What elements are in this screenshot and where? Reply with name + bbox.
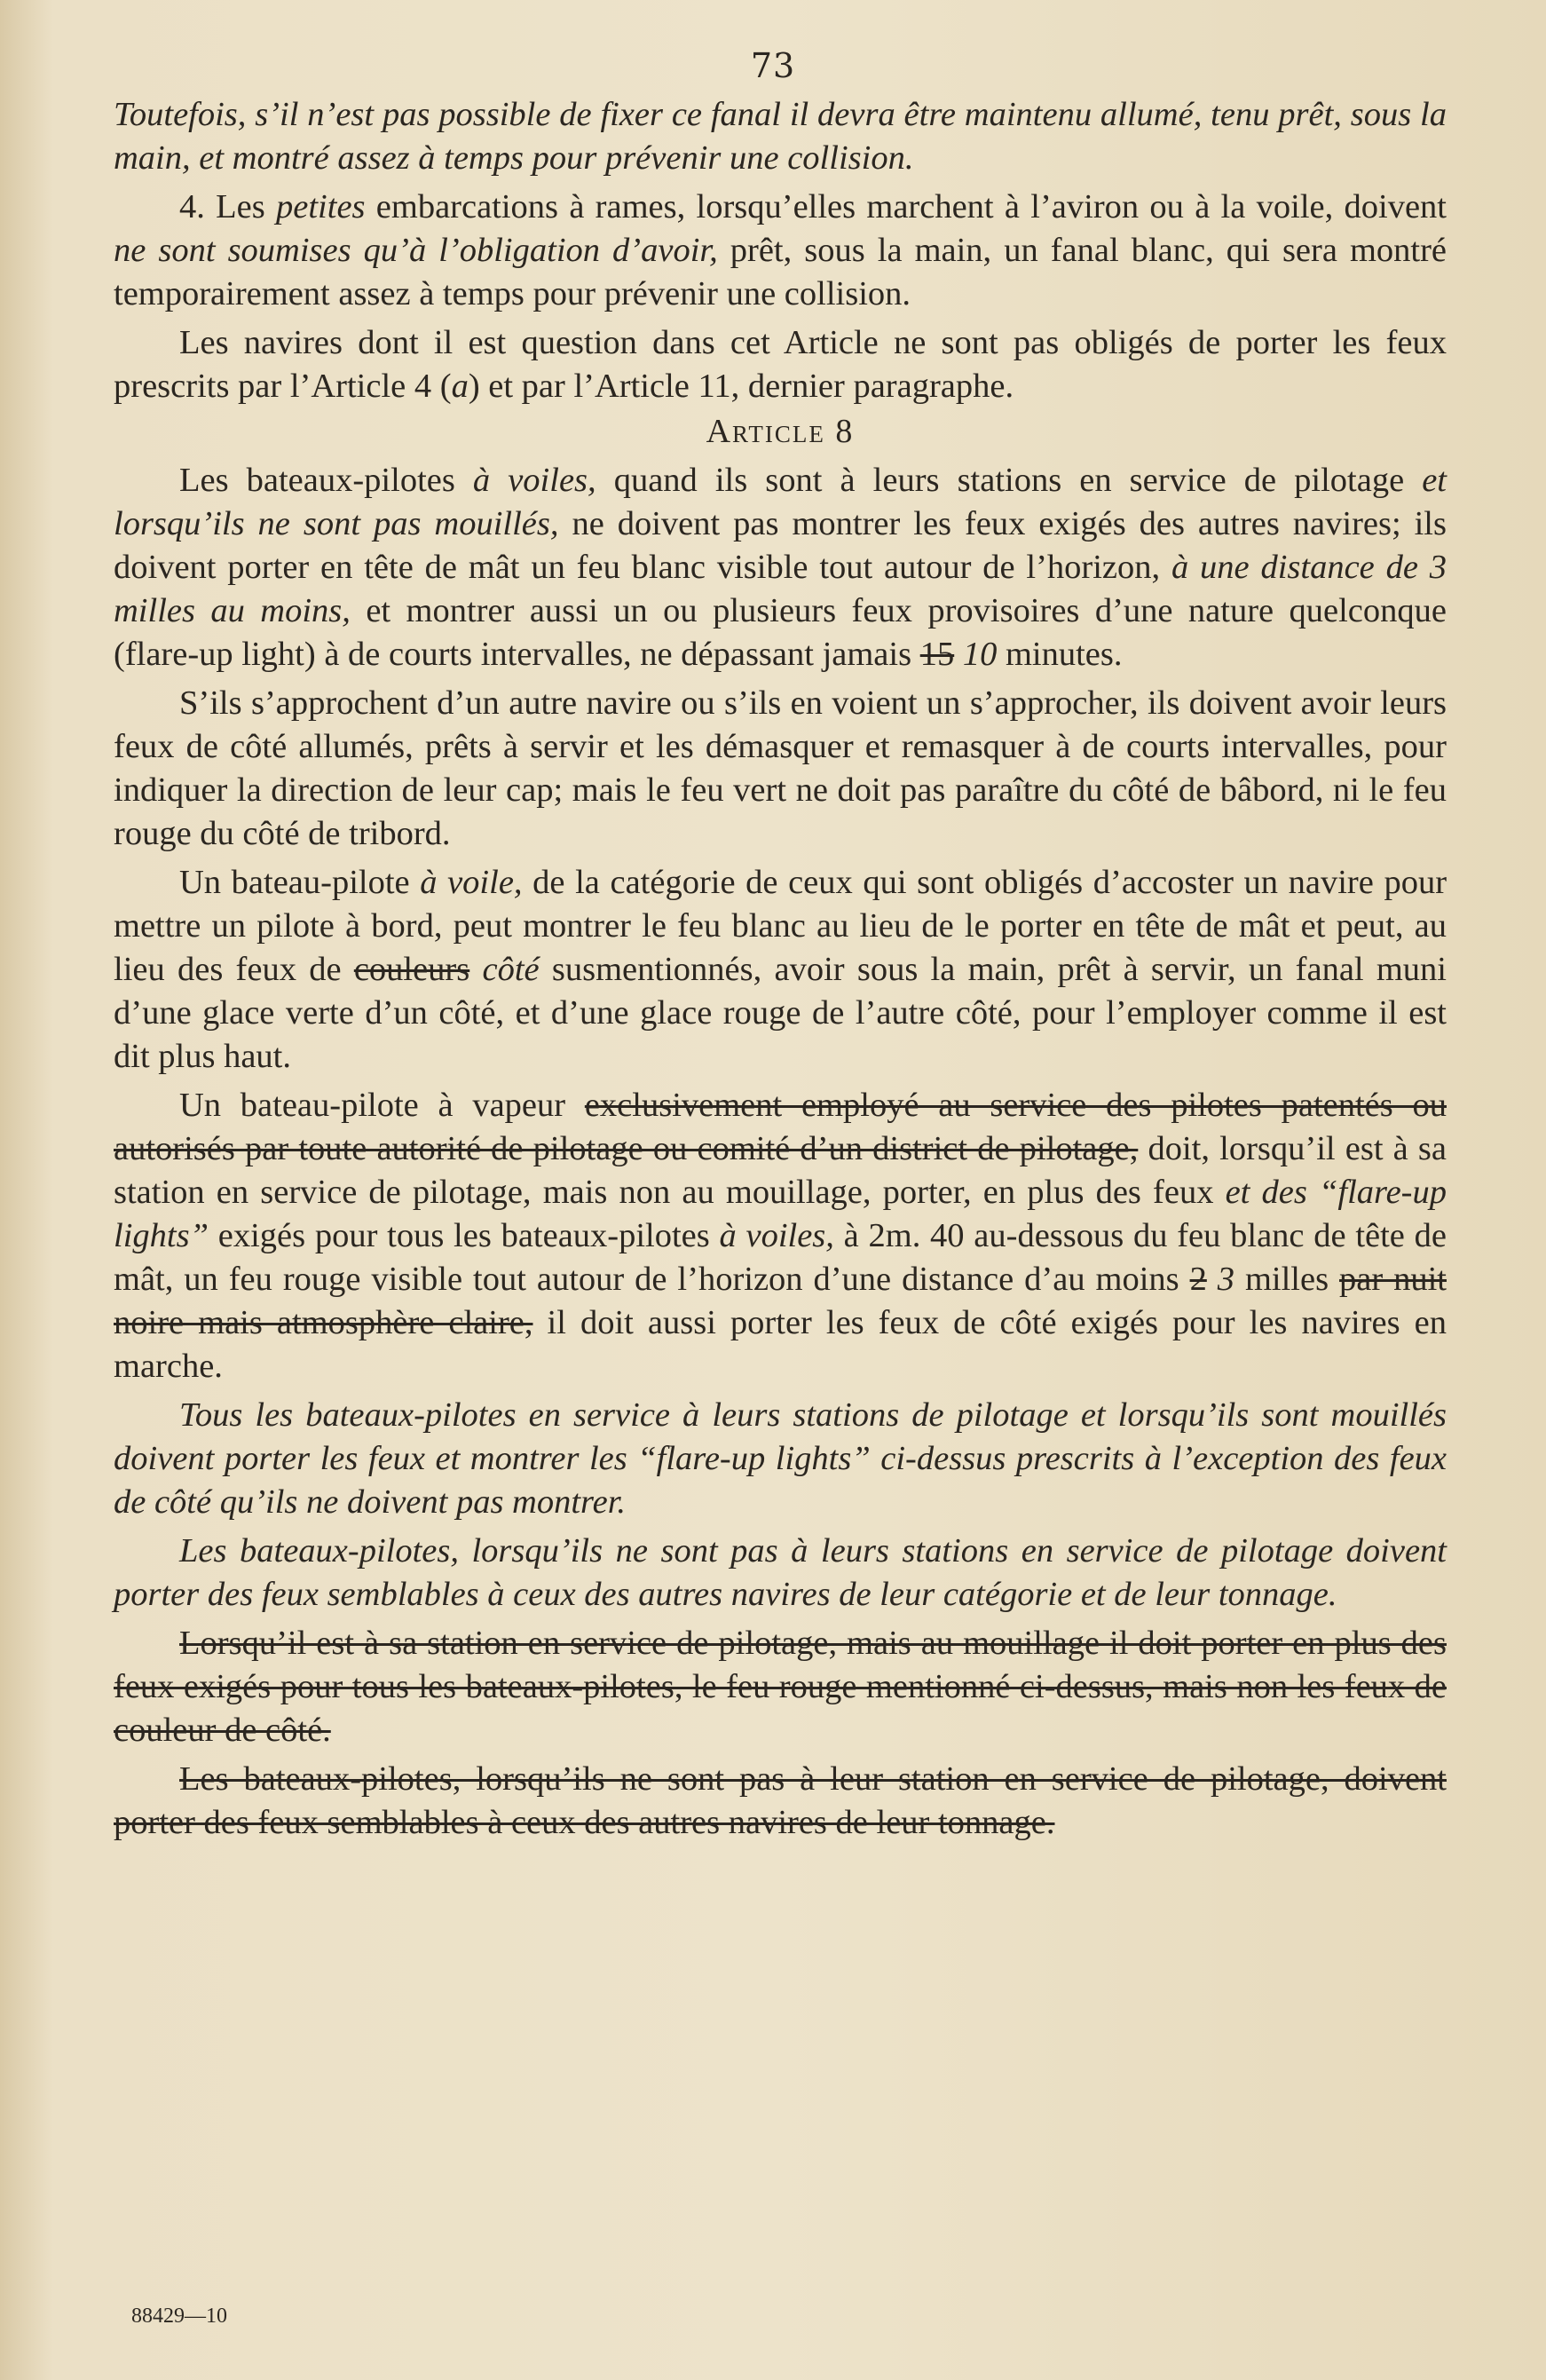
paragraph-struck-tonnage: Les bateaux-pilotes, lorsqu’ils ne sont pas à leur station en service de pilotage, doivent porter des feux semblables à ceux des autres navires de leur tonnage. [114,1760,1447,1841]
article-heading: Article 8 [706,413,855,450]
paragraph-navires-exemptes: Les navires dont il est question dans cet Article ne sont pas obligés de porter les feux prescrits par l’Article 4 (a) et par l’Article 11, dernier paragraphe. [114,324,1447,405]
struck-text: exclusivement employé au service des pilotes patentés ou autorisés par toute autorité de pilotage ou comité d’un district de pilotage, [114,1087,1447,1167]
struck-text: par nuit noire mais atmosphère claire, [114,1261,1447,1341]
page-body [114,93,1447,1850]
paragraph-pilotes-mouilles: Tous les bateaux-pilotes en service à leurs stations de pilotage et lorsqu’ils sont mouillés doivent porter les feux et montrer les “flare-up lights” ci-dessus prescrits à l’exception des feux de côté qu’ils ne doivent pas montrer. [114,1396,1447,1521]
printer-code: 88429—10 [131,2305,227,2328]
paragraph-4-petites-embarcations: 4. Les petites embarcations à rames, lorsqu’elles marchent à l’aviron ou à la voile, doivent ne sont soumises qu’à l’obligation d’avoir, prêt, sous la main, un fanal blanc, qui sera montré temporairement assez à temps pour prévenir une collision. [114,188,1447,312]
paragraph-bateau-pilote-a-voile: Un bateau-pilote à voile, de la catégorie de ceux qui sont obligés d’accoster un navire pour mettre un pilote à bord, peut montrer le feu blanc au lieu de le porter en tête de mât et peut, au lieu des feux de couleurs côté susmentionnés, avoir sous la main, prêt à servir, un fanal muni d’une glace verte d’un côté, et d’une glace rouge de l’autre côté, pour l’employer comme il est dit plus haut. [114,864,1447,1075]
struck-text: couleurs [353,951,470,988]
struck-text: 2 [1189,1261,1207,1298]
struck-text: 15 [919,636,955,673]
paragraph-fanal-note: Toutefois, s’il n’est pas possible de fixer ce fanal il devra être maintenu allumé, tenu prêt, sous la main, et montré assez à temps pour prévenir une collision. [114,96,1447,177]
page-number: 73 [750,46,796,85]
paragraph-pilotes-hors-station: Les bateaux-pilotes, lorsqu’ils ne sont pas à leurs stations en service de pilotage doivent porter des feux semblables à ceux des autres navires de leur catégorie et de leur tonnage. [114,1532,1447,1613]
paragraph-bateaux-pilotes-voiles: Les bateaux-pilotes à voiles, quand ils sont à leurs stations en service de pilotage et lorsqu’ils ne sont pas mouillés, ne doivent pas montrer les feux exigés des autres navires; ils doivent porter en tête de mât un feu blanc visible tout autour de l’horizon, à une distance de 3 milles au moins, et montrer aussi un ou plusieurs feux provisoires d’une nature quelconque (flare-up light) à de courts intervalles, ne dépassant jamais 15 10 minutes. [114,462,1447,673]
paragraph-struck-mouillage: Lorsqu’il est à sa station en service de pilotage, mais au mouillage il doit porter en plus des feux exigés pour tous les bateaux-pilotes, le feu rouge mentionné ci-dessus, mais non les feux de couleur de côté. [114,1625,1447,1749]
paragraph-bateau-pilote-a-vapeur: Un bateau-pilote à vapeur exclusivement employé au service des pilotes patentés ou autorisés par toute autorité de pilotage ou comité d’un district de pilotage, doit, lorsqu’il est à sa station en service de pilotage, mais non au mouillage, porter, en plus des feux et des “flare-up lights” exigés pour tous les bateaux-pilotes à voiles, à 2m. 40 au-dessous du feu blanc de tête de mât, un feu rouge visible tout autour de l’horizon d’une distance d’au moins 2 3 milles par nuit noire mais atmosphère claire, il doit aussi porter les feux de côté exigés pour les navires en marche. [114,1087,1447,1385]
paragraph-feux-de-cote: S’ils s’approchent d’un autre navire ou s’ils en voient un s’approcher, ils doivent avoir leurs feux de côté allumés, prêts à servir et les démasquer et remasquer à de courts intervalles, pour indiquer la direction de leur cap; mais le feu vert ne doit pas paraître du côté de bâbord, ni le feu rouge du côté de tribord. [114,684,1447,852]
